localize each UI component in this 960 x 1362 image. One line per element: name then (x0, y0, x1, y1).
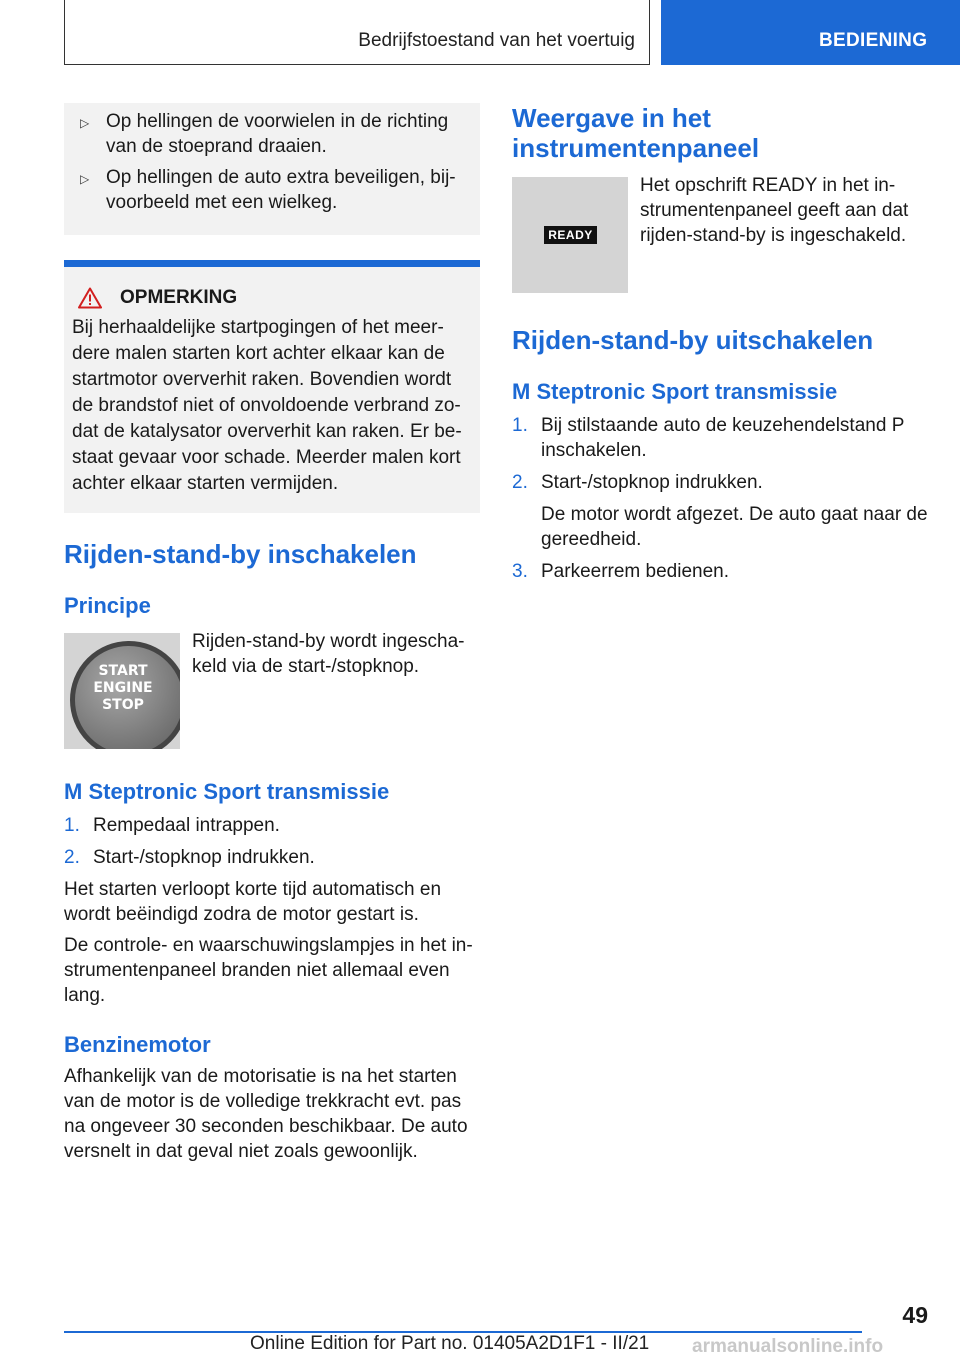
list-item (64, 845, 480, 870)
bullet-item (80, 109, 460, 159)
start-stop-button-label: START ENGINE STOP (93, 663, 153, 713)
header-section-title: Bedrijfstoestand van het voertuig (358, 30, 635, 51)
principe-text: Rijden-stand-by wordt ingeschakeld via de start-/stopknop. (192, 631, 465, 677)
step-text: Bij stilstaande auto de keuzehendelstand P inschakelen. (541, 415, 905, 461)
bullet-text: Op hellingen de auto extra beveiligen, bijvoorbeeld met een wielkeg. (106, 167, 456, 213)
step-number: 2. (64, 847, 80, 868)
note-box (64, 260, 480, 513)
heading-msport-right: M Steptronic Sport transmissie (512, 379, 838, 404)
weergave-row (512, 177, 932, 293)
heading-msport-left: M Steptronic Sport transmissie (64, 779, 390, 804)
heading-benzinemotor: Benzinemotor (64, 1032, 211, 1057)
list-item (64, 813, 480, 838)
step-subtext: De motor wordt afgezet. De auto gaat naar de gereedheid. (541, 504, 928, 550)
note-heading (72, 287, 472, 309)
list-item (512, 470, 932, 495)
list-item (512, 559, 932, 584)
heading-display-instrument: Weergave in het instrumentenpaneel (512, 103, 760, 163)
steps-list-right (512, 413, 932, 584)
start-stop-button-image (64, 633, 180, 749)
triangle-bullet-icon: ▷ (80, 116, 90, 130)
step-number: 1. (64, 815, 80, 836)
ready-badge: READY (544, 226, 597, 244)
heading-principe: Principe (64, 593, 151, 618)
step-number: 2. (512, 472, 528, 493)
step-number: 1. (512, 415, 528, 436)
header-section-box (64, 0, 650, 65)
heading-standby-off: Rijden-stand-by uitschakelen (512, 325, 874, 355)
footer-watermark: armanualsonline.info (692, 1336, 884, 1357)
note-title: OPMERKING (120, 287, 238, 308)
triangle-bullet-icon: ▷ (80, 172, 90, 186)
right-column (512, 103, 932, 591)
warning-triangle-icon (78, 287, 102, 309)
note-text: Bij herhaaldelijke startpogingen of het meerdere malen starten kort achter elkaar kan de startmotor oververhit raken. Bovendien wordt de brandstof niet of onvoldoende verbrand zodat de katalysator oververhit kan raken. Er bestaat gevaar voor schade. Meerder malen kort achter elkaar starten vermijden. (72, 317, 462, 494)
step-text: Parkeerrem bedienen. (541, 561, 729, 582)
footer-edition: Online Edition for Part no. 01405A2D1F1 - II/21 (250, 1333, 650, 1354)
bullet-item (80, 165, 460, 215)
left-column (64, 103, 480, 1170)
step-text: Rempedaal intrappen. (93, 815, 280, 836)
para-benzinemotor: Afhankelijk van de motorisatie is na het starten van de motor is de volledige trekkracht evt. pas na ongeveer 30 seconden beschikbaar. De auto versnelt in dat geval niet zoals gewoonlijk. (64, 1066, 468, 1162)
header-chapter-tab: BEDIENING (661, 0, 960, 65)
steps-list-left (64, 813, 480, 870)
bullet-box (64, 103, 480, 235)
list-item (512, 413, 932, 463)
weergave-text: Het opschrift READY in het instrumentenpaneel geeft aan dat rijden-stand-by is ingeschakeld. (640, 175, 909, 246)
ready-display-image (512, 177, 628, 293)
heading-standby-on: Rijden-stand-by inschakelen (64, 539, 417, 569)
page-number: 49 (902, 1302, 928, 1328)
principe-row (64, 633, 480, 749)
para-warning-lamps: De controle- en waarschuwingslampjes in het instrumentenpaneel branden niet allemaal even lang. (64, 935, 473, 1006)
para-start-automatic: Het starten verloopt korte tijd automatisch en wordt beëindigd zodra de motor gestart is. (64, 879, 442, 925)
step-text: Start-/stopknop indrukken. (541, 472, 763, 493)
bullet-text: Op hellingen de voorwielen in de richting van de stoeprand draaien. (106, 111, 449, 157)
step-text: Start-/stopknop indrukken. (93, 847, 315, 868)
step-number: 3. (512, 561, 528, 582)
